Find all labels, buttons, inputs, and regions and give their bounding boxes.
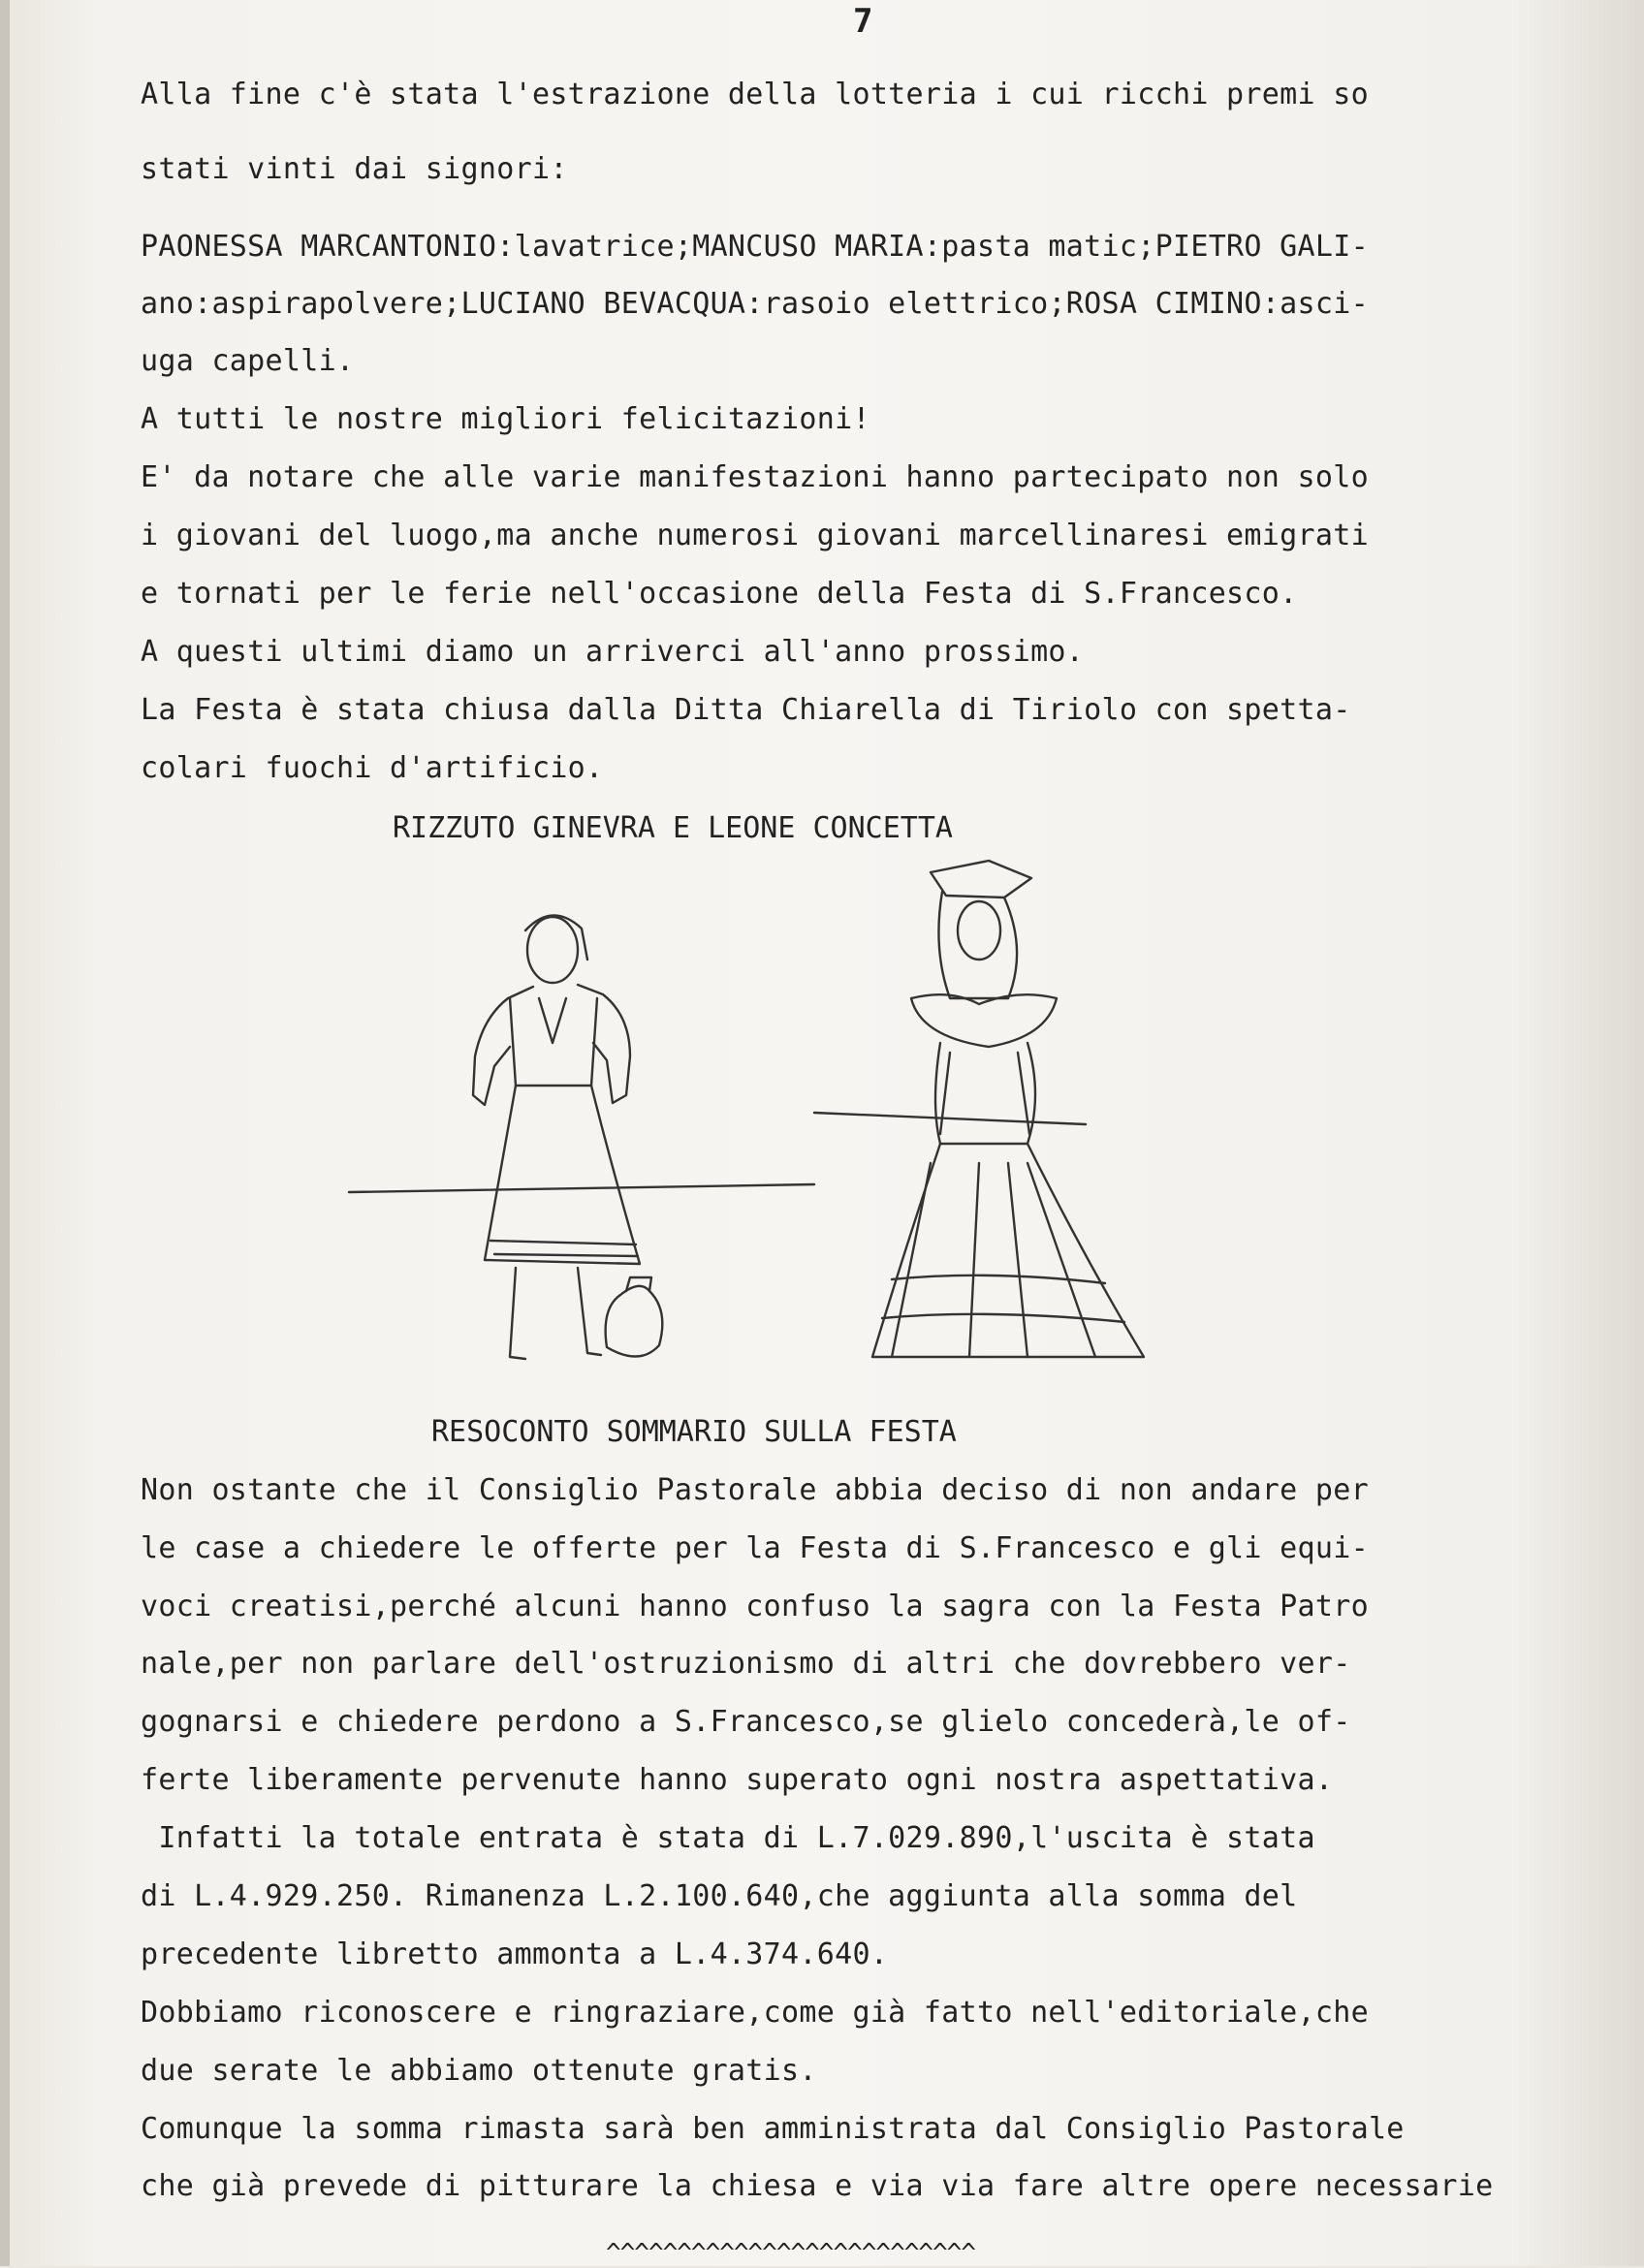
text-line: di L.4.929.250. Rimanenza L.2.100.640,che aggiunta alla somma del xyxy=(141,1879,1298,1913)
text-line: E' da notare che alle varie manifestazioni hanno partecipato non solo xyxy=(141,460,1369,494)
text-line: voci creatisi,perché alcuni hanno confuso la sagra con la Festa Patro xyxy=(141,1590,1369,1623)
text-line: nale,per non parlare dell'ostruzionismo di altri che dovrebbero ver- xyxy=(141,1647,1351,1681)
text-line: colari fuochi d'artificio. xyxy=(141,751,604,785)
text-line: La Festa è stata chiusa dalla Ditta Chiarella di Tiriolo con spetta- xyxy=(141,693,1351,727)
text-line: A questi ultimi diamo un arriverci all'anno prossimo. xyxy=(141,635,1085,669)
text-line: le case a chiedere le offerte per la Festa di S.Francesco e gli equi- xyxy=(141,1531,1369,1565)
text-line: ferte liberamente pervenute hanno superato ogni nostra aspettativa. xyxy=(141,1763,1334,1797)
costume-illustration xyxy=(310,853,1280,1376)
text-line: uga capelli. xyxy=(141,344,355,378)
text-line: e tornati per le ferie nell'occasione della Festa di S.Francesco. xyxy=(141,577,1298,611)
text-line: PAONESSA MARCANTONIO:lavatrice;MANCUSO MARIA:pasta matic;PIETRO GALI- xyxy=(141,230,1369,264)
left-figure-drawing xyxy=(349,915,814,1359)
text-line: i giovani del luogo,ma anche numerosi giovani marcellinaresi emigrati xyxy=(141,519,1369,552)
text-line: gognarsi e chiedere perdono a S.Francesco,se glielo concederà,le of- xyxy=(141,1705,1351,1739)
text-line: A tutti le nostre migliori felicitazioni! xyxy=(141,402,870,436)
text-line: Non ostante che il Consiglio Pastorale abbia deciso di non andare per xyxy=(141,1473,1369,1507)
illustration-caption: RIZZUTO GINEVRA E LEONE CONCETTA xyxy=(393,811,953,845)
text-line: precedente libretto ammonta a L.4.374.640. xyxy=(141,1937,889,1971)
text-line: Infatti la totale entrata è stata di L.7.029.890,l'uscita è stata xyxy=(141,1821,1315,1855)
text-line: due serate le abbiamo ottenute gratis. xyxy=(141,2054,817,2088)
right-figure-drawing xyxy=(814,861,1144,1357)
text-line: che già prevede di pitturare la chiesa e via via fare altre opere necessarie xyxy=(141,2169,1494,2203)
text-line: Alla fine c'è stata l'estrazione della lotteria i cui ricchi premi so xyxy=(141,78,1369,111)
section-heading: RESOCONTO SOMMARIO SULLA FESTA xyxy=(431,1415,957,1449)
text-line: Dobbiamo riconoscere e ringraziare,come già fatto nell'editoriale,che xyxy=(141,1996,1369,2030)
page-number: 7 xyxy=(853,2,873,41)
separator-line: ^^^^^^^^^^^^^^^^^^^^^^^^^^ xyxy=(606,2239,975,2268)
text-line: stati vinti dai signori: xyxy=(141,152,568,186)
text-line: Comunque la somma rimasta sarà ben amministrata dal Consiglio Pastorale xyxy=(141,2112,1405,2146)
page-fold-edge xyxy=(0,0,10,2266)
text-line: ano:aspirapolvere;LUCIANO BEVACQUA:rasoio elettrico;ROSA CIMINO:asci- xyxy=(141,287,1369,321)
